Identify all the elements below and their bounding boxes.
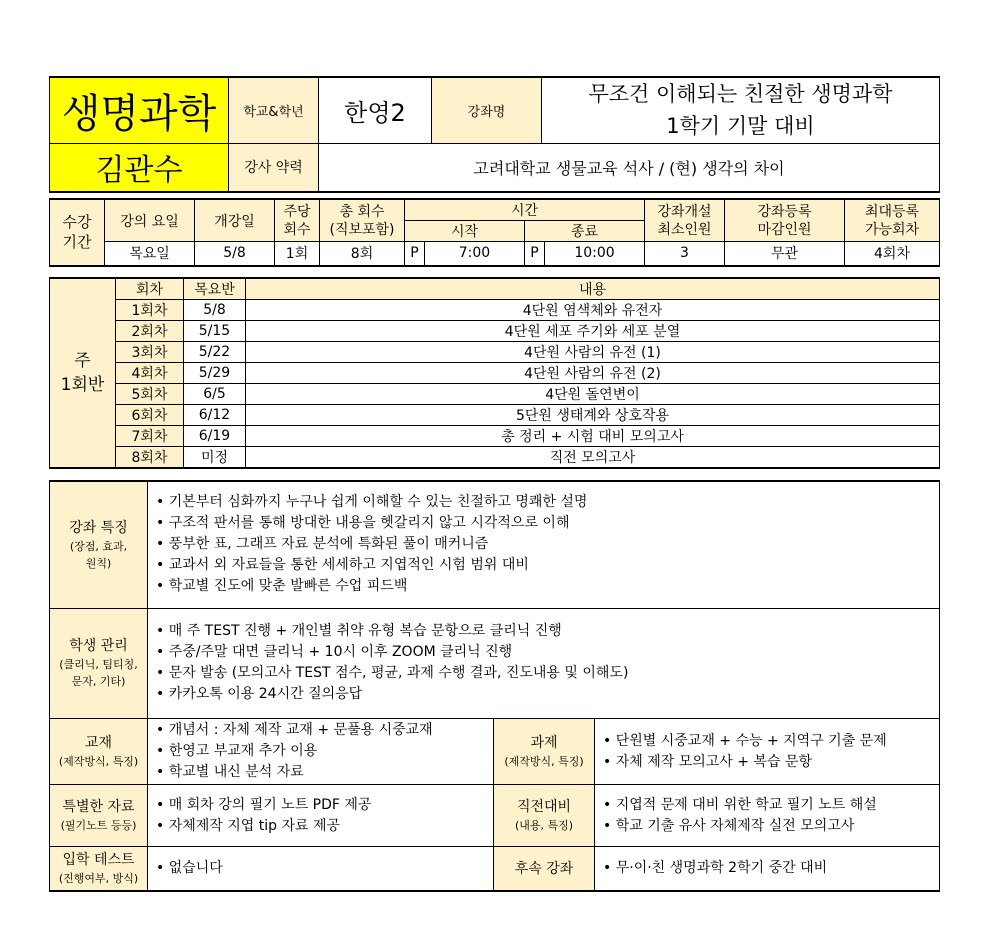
special-content [148,785,494,847]
list-item: • 한영고 부교재 추가 이용 [156,741,493,762]
schedule-session: 6회차 [116,405,184,426]
final-prep-content [595,785,940,847]
management-list [156,621,939,705]
course-title-line2: 1학기 기말 대비 [666,114,815,139]
subject-title: 생명과학 [50,77,229,143]
list-item: • 자체 제작 모의고사 + 복습 문항 [603,752,939,773]
schedule-row [50,321,940,342]
period-header-start-date: 개강일 [195,199,275,242]
homework-label-cell [494,719,595,785]
schedule-content: 직전 모의고사 [246,447,940,469]
list-item: • 매 회차 강의 필기 노트 PDF 제공 [156,795,493,816]
list-item: • 지엽적 문제 대비 위한 학교 필기 노트 해설 [603,795,939,816]
schedule-header-content: 내용 [246,278,940,300]
school-value: 한영2 [319,77,432,143]
features-content [148,481,940,608]
period-start-date: 5/8 [195,242,275,266]
special-sublabel: (필기노트 등등) [60,819,137,833]
school-label: 학교&학년 [229,77,319,143]
schedule-date: 5/22 [184,342,246,363]
schedule-date: 5/29 [184,363,246,384]
schedule-row [50,426,940,447]
final-prep-sublabel: (내용, 특징) [514,819,574,833]
list-item: • 풍부한 표, 그래프 자료 분석에 특화된 풀이 매커니즘 [156,534,939,555]
homework-list [603,731,939,773]
final-prep-label: 직전대비 [516,799,572,816]
schedule-session: 3회차 [116,342,184,363]
period-header-time-end: 종료 [525,221,645,242]
followup-list [603,858,939,879]
period-header-time-start: 시작 [405,221,525,242]
management-content [148,608,940,718]
schedule-date: 5/15 [184,321,246,342]
period-end-time: 10:00 [545,242,645,266]
schedule-date: 6/19 [184,426,246,447]
schedule-session: 8회차 [116,447,184,469]
features-list [156,492,939,597]
schedule-label: 주 1회반 [50,278,116,468]
schedule-content: 4단원 염색체와 유전자 [246,300,940,321]
list-item: • 개념서 : 자체 제작 교재 + 문풀용 시중교재 [156,720,493,741]
list-item: • 문자 발송 (모의고사 TEST 점수, 평균, 과제 수행 결과, 진도내용 및 이해도) [156,663,939,684]
schedule-content: 총 정리 + 시험 대비 모의고사 [246,426,940,447]
bio-label: 강사 약력 [229,143,319,192]
period-start-ampm: P [405,242,425,266]
period-day: 목요일 [105,242,195,266]
list-item: • 카카오톡 이용 24시간 질의응답 [156,684,939,705]
period-label: 수강 기간 [50,199,105,266]
entrance-label: 입학 테스트 [62,852,135,869]
period-header-day: 강의 요일 [105,199,195,242]
schedule-session: 2회차 [116,321,184,342]
list-item: • 무·이·친 생명과학 2학기 중간 대비 [603,858,939,879]
management-label: 학생 관리 [69,638,128,655]
period-header-weekly: 주당 회수 [275,199,320,242]
period-table [49,198,940,267]
textbook-content [148,719,494,785]
period-header-max: 최대등록 가능회차 [845,199,940,242]
entrance-content [148,847,494,891]
course-title-line1: 무조건 이해되는 친절한 생명과학 [588,82,893,107]
followup-label-cell [494,847,595,891]
textbook-sublabel: (제작방식, 특징) [58,755,139,769]
special-label: 특별한 자료 [62,799,135,816]
list-item: • 매 주 TEST 진행 + 개인별 취약 유형 복습 문항으로 클리닉 진행 [156,621,939,642]
schedule-table [49,277,940,469]
schedule-content: 4단원 사람의 유전 (2) [246,363,940,384]
homework-label: 과제 [530,735,558,752]
list-item: • 없습니다 [156,858,493,879]
entrance-list [156,858,493,879]
schedule-content: 5단원 생태계와 상호작용 [246,405,940,426]
management-sublabel: (클리닉, 팀티칭, 문자, 기타) [59,658,138,689]
special-label-cell [50,785,148,847]
course-title [542,77,940,143]
schedule-date: 5/8 [184,300,246,321]
textbook-list [156,720,493,783]
followup-label: 후속 강좌 [514,860,574,877]
list-item: • 구조적 판서를 통해 방대한 내용을 헷갈리지 않고 시각적으로 이해 [156,513,939,534]
management-label-cell [50,608,148,718]
textbook-label: 교재 [84,735,113,752]
features-label-cell [50,481,148,608]
list-item: • 학교별 진도에 맞춘 발빠른 수업 피드백 [156,576,939,597]
schedule-header-date: 목요반 [184,278,246,300]
final-prep-label-cell [494,785,595,847]
schedule-session: 1회차 [116,300,184,321]
details-table [49,480,940,892]
features-sublabel: (장점, 효과, 원칙) [69,539,128,570]
list-item: • 자체제작 지엽 tip 자료 제공 [156,816,493,837]
period-max: 4회차 [845,242,940,266]
list-item: • 단원별 시중교재 + 수능 + 지역구 기출 문제 [603,731,939,752]
period-min: 3 [645,242,725,266]
schedule-content: 4단원 세포 주기와 세포 분열 [246,321,940,342]
period-start-time: 7:00 [425,242,525,266]
final-prep-list [603,795,939,837]
schedule-date: 6/5 [184,384,246,405]
period-deadline: 무관 [725,242,845,266]
schedule-row [50,342,940,363]
period-weekly: 1회 [275,242,320,266]
schedule-session: 4회차 [116,363,184,384]
list-item: • 교과서 외 자료들을 통한 세세하고 지엽적인 시험 범위 대비 [156,555,939,576]
period-header-deadline: 강좌등록 마감인원 [725,199,845,242]
period-header-min: 강좌개설 최소인원 [645,199,725,242]
list-item: • 학교 기출 유사 자체제작 실전 모의고사 [603,816,939,837]
entrance-sublabel: (진행여부, 방식) [58,872,139,886]
homework-content [595,719,940,785]
period-header-total: 총 회수 (직보포함) [320,199,405,242]
schedule-session: 7회차 [116,426,184,447]
schedule-content: 4단원 사람의 유전 (1) [246,342,940,363]
header-table [49,76,940,193]
schedule-row [50,405,940,426]
period-header-time: 시간 [405,199,645,221]
list-item: • 주중/주말 대면 클리닉 + 10시 이후 ZOOM 클리닉 진행 [156,642,939,663]
teacher-name: 김관수 [50,143,229,192]
schedule-date: 6/12 [184,405,246,426]
entrance-label-cell [50,847,148,891]
schedule-date: 미정 [184,447,246,469]
period-end-ampm: P [525,242,545,266]
schedule-content: 4단원 돌연변이 [246,384,940,405]
features-label: 강좌 특징 [69,519,128,536]
schedule-row [50,447,940,469]
schedule-row [50,384,940,405]
schedule-row [50,300,940,321]
list-item: • 기본부터 심화까지 누구나 쉽게 이해할 수 있는 친절하고 명쾌한 설명 [156,492,939,513]
homework-sublabel: (제작방식, 특징) [504,755,584,769]
bio-value: 고려대학교 생물교육 석사 / (현) 생각의 차이 [319,143,940,192]
textbook-label-cell [50,719,148,785]
period-total: 8회 [320,242,405,266]
course-label: 강좌명 [432,77,542,143]
schedule-session: 5회차 [116,384,184,405]
schedule-header-session: 회차 [116,278,184,300]
list-item: • 학교별 내신 분석 자료 [156,762,493,783]
special-list [156,795,493,837]
schedule-row [50,363,940,384]
followup-content [595,847,940,891]
